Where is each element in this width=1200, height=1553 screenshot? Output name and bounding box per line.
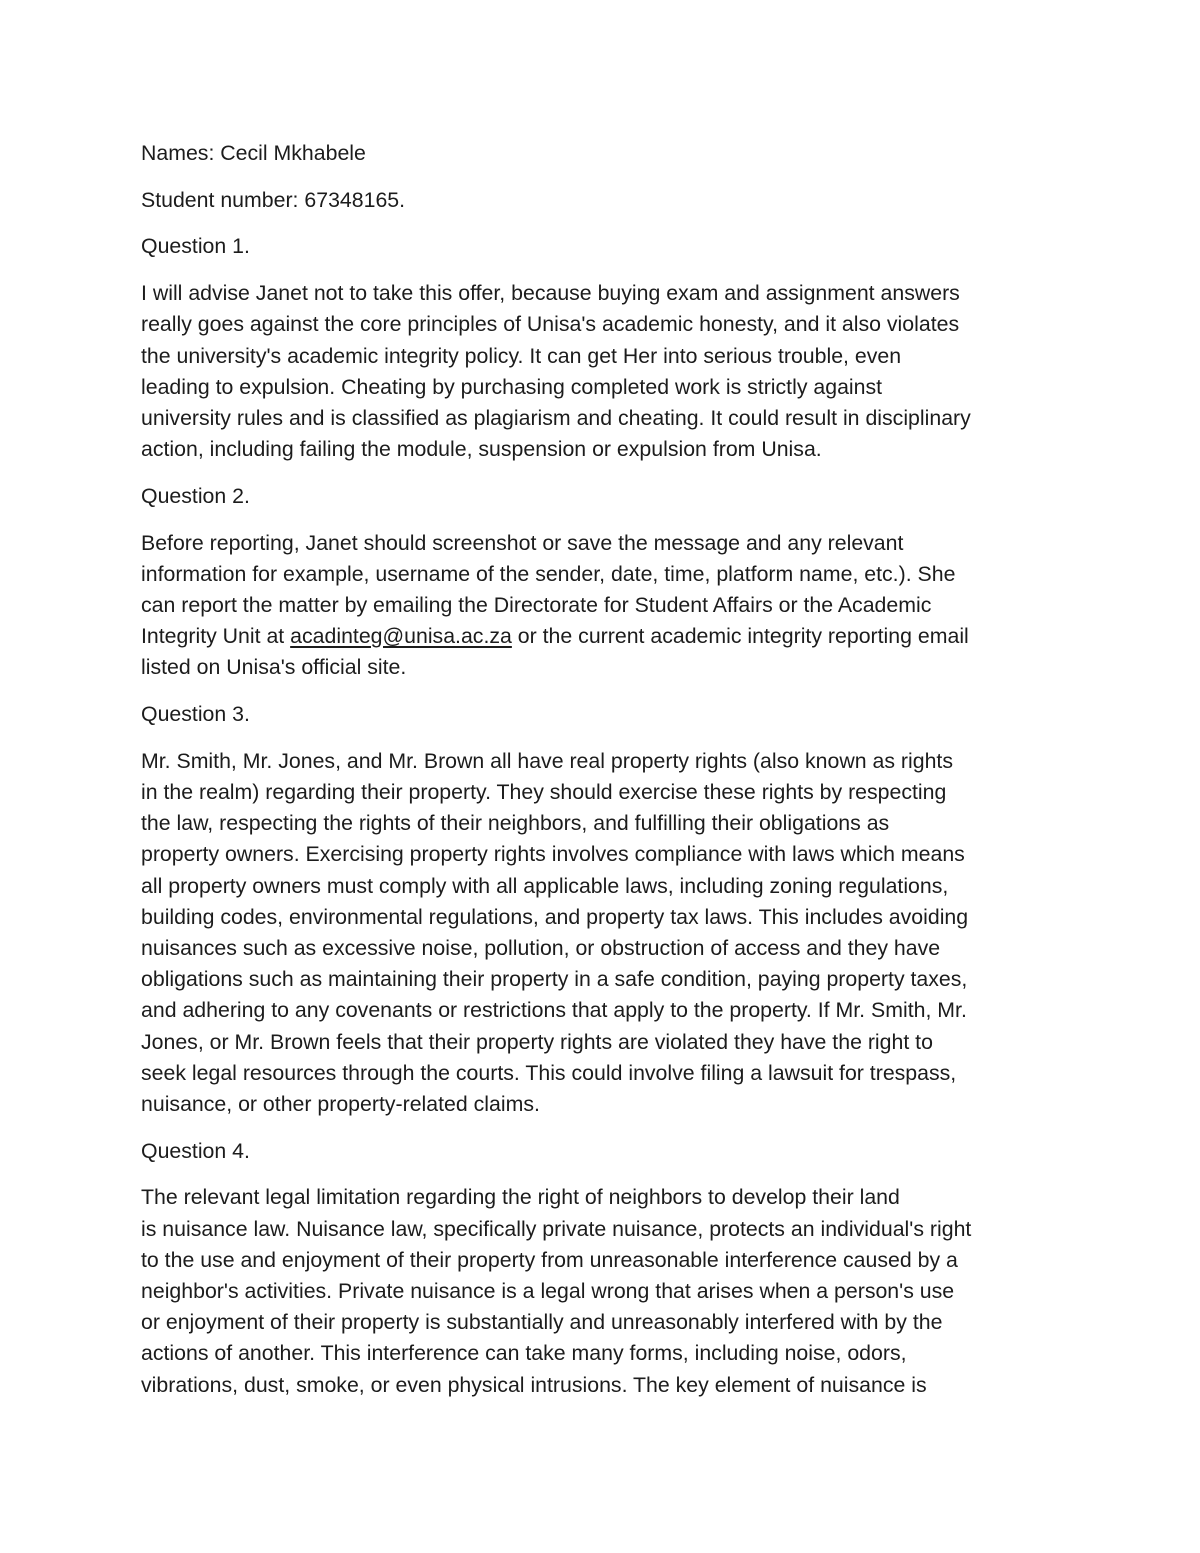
email-link[interactable]: acadinteg@unisa.ac.za	[290, 624, 512, 649]
answer-line: seek legal resources through the courts. This could involve filing a lawsuit for trespass,	[141, 1060, 957, 1085]
answer-line: really goes against the core principles of Unisa's academic honesty, and it also violates	[141, 312, 960, 337]
answer-text: or the current academic integrity reporting email	[511, 624, 969, 649]
answer-line: and adhering to any covenants or restrictions that apply to the property. If Mr. Smith, Mr.	[141, 998, 967, 1023]
answer-line: the law, respecting the rights of their neighbors, and fulfilling their obligations as	[141, 811, 890, 836]
answer-line: The relevant legal limitation regarding the right of neighbors to develop their land	[141, 1185, 900, 1210]
question-4-heading: Question 4.	[141, 1138, 250, 1163]
answer-line: in the realm) regarding their property. They should exercise these rights by respecting	[141, 779, 947, 804]
question-1-heading: Question 1.	[141, 234, 250, 259]
answer-line: building codes, environmental regulations, and property tax laws. This includes avoiding	[141, 904, 969, 929]
answer-line: neighbor's activities. Private nuisance is a legal wrong that arises when a person's use	[141, 1279, 955, 1303]
student-name: Names: Cecil Mkhabele	[141, 141, 366, 165]
student-number: Student number: 67348165.	[141, 187, 406, 212]
answer-line: nuisances such as excessive noise, pollution, or obstruction of access and they have	[141, 935, 941, 960]
answer-line: can report the matter by emailing the Directorate for Student Affairs or the Academic	[141, 592, 932, 617]
question-1-answer	[141, 278, 1066, 465]
question-3-heading: Question 3.	[141, 702, 250, 727]
answer-line: leading to expulsion. Cheating by purchasing completed work is strictly against	[141, 374, 883, 399]
question-2-heading: Question 2.	[141, 483, 250, 508]
answer-line: information for example, username of the sender, date, time, platform name, etc.). She	[141, 561, 956, 586]
answer-line: all property owners must comply with all applicable laws, including zoning regulations,	[141, 873, 949, 898]
answer-line: I will advise Janet not to take this offer, because buying exam and assignment answers	[141, 281, 960, 306]
answer-line: action, including failing the module, suspension or expulsion from Unisa.	[141, 437, 822, 462]
answer-line: listed on Unisa's official site.	[141, 655, 407, 680]
answer-line: or enjoyment of their property is substantially and unreasonably interfered with by the	[141, 1310, 943, 1335]
answer-line: Jones, or Mr. Brown feels that their property rights are violated they have the right to	[141, 1029, 933, 1054]
answer-line: Before reporting, Janet should screenshot or save the message and any relevant	[141, 530, 904, 555]
document-body	[141, 138, 1066, 1416]
answer-line: property owners. Exercising property rights involves compliance with laws which means	[141, 842, 965, 867]
answer-line: vibrations, dust, smoke, or even physical intrusions. The key element of nuisance is	[141, 1372, 927, 1397]
answer-line: Mr. Smith, Mr. Jones, and Mr. Brown all have real property rights (also known as rights	[141, 748, 953, 773]
question-2-answer	[141, 528, 1066, 684]
answer-line: obligations such as maintaining their property in a safe condition, paying property taxes,	[141, 967, 968, 992]
answer-line: nuisance, or other property-related claims.	[141, 1091, 540, 1116]
answer-line	[141, 621, 1066, 652]
question-4-answer	[141, 1182, 1066, 1400]
question-3-answer	[141, 746, 1066, 1120]
answer-line: is nuisance law. Nuisance law, specifically private nuisance, protects an individual's right	[141, 1216, 972, 1241]
answer-line: university rules and is classified as plagiarism and cheating. It could result in disciplinary	[141, 405, 971, 430]
answer-line: to the use and enjoyment of their property from unreasonable interference caused by a	[141, 1247, 958, 1272]
answer-text: Integrity Unit at	[141, 624, 291, 649]
answer-line: the university's academic integrity policy. It can get Her into serious trouble, even	[141, 343, 902, 368]
answer-line: actions of another. This interference can take many forms, including noise, odors,	[141, 1341, 907, 1366]
